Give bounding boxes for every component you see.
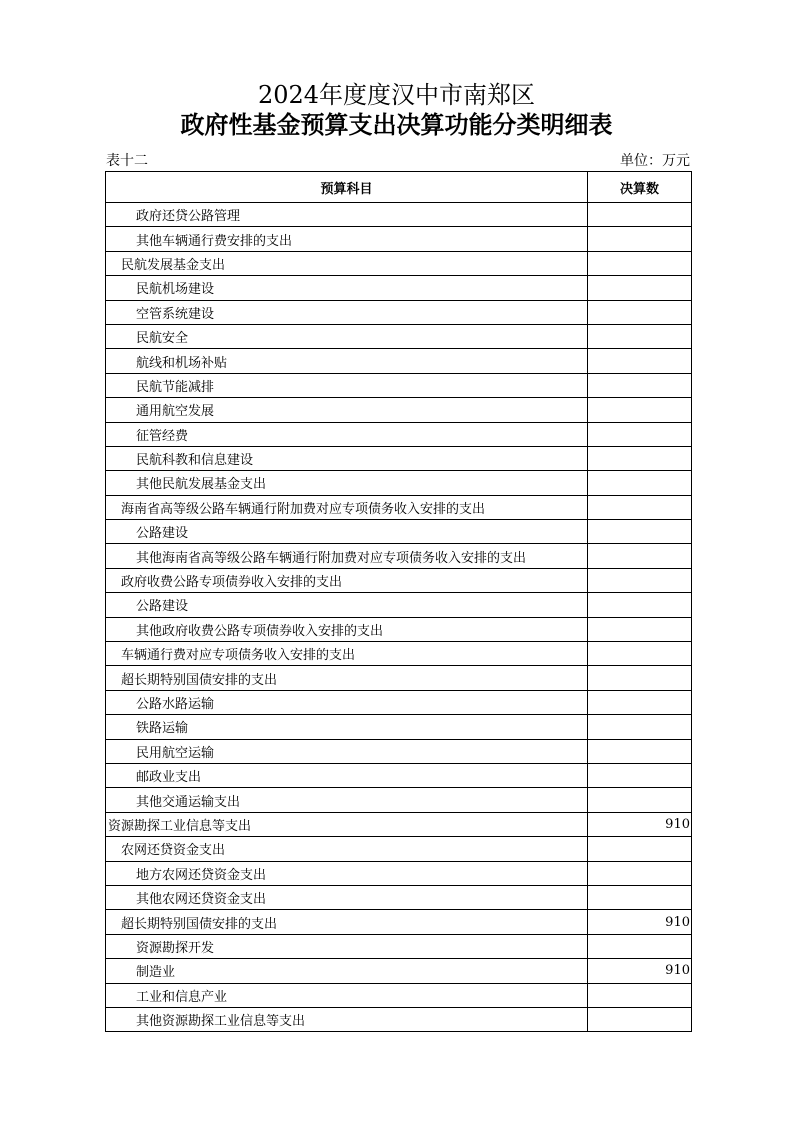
header-amount: 决算数 — [588, 172, 692, 203]
row-amount — [588, 276, 692, 300]
row-amount — [588, 837, 692, 861]
row-amount — [588, 251, 692, 275]
table-row — [106, 276, 692, 300]
row-subject: 公路建设 — [106, 520, 588, 544]
table-row — [106, 300, 692, 324]
table-row — [106, 715, 692, 739]
row-subject: 车辆通行费对应专项债务收入安排的支出 — [106, 642, 588, 666]
row-subject: 民用航空运输 — [106, 739, 588, 763]
row-amount — [588, 373, 692, 397]
row-subject: 工业和信息产业 — [106, 983, 588, 1007]
row-amount — [588, 715, 692, 739]
row-amount — [588, 422, 692, 446]
row-amount — [588, 690, 692, 714]
row-subject: 其他车辆通行费安排的支出 — [106, 227, 588, 251]
header-subject: 预算科目 — [106, 172, 588, 203]
row-subject: 农网还贷资金支出 — [106, 837, 588, 861]
row-amount — [588, 642, 692, 666]
table-row — [106, 520, 692, 544]
row-amount — [588, 227, 692, 251]
row-subject: 航线和机场补贴 — [106, 349, 588, 373]
table-row — [106, 227, 692, 251]
row-amount — [588, 300, 692, 324]
row-amount — [588, 1007, 692, 1031]
row-amount — [588, 520, 692, 544]
row-amount — [588, 983, 692, 1007]
row-subject: 民航科教和信息建设 — [106, 446, 588, 470]
table-row — [106, 690, 692, 714]
row-amount — [588, 885, 692, 909]
table-row — [106, 422, 692, 446]
row-amount — [588, 544, 692, 568]
row-amount — [588, 593, 692, 617]
row-subject: 其他民航发展基金支出 — [106, 471, 588, 495]
table-row — [106, 495, 692, 519]
table-row — [106, 398, 692, 422]
row-subject: 资源勘探工业信息等支出 — [106, 812, 588, 836]
table-row — [106, 203, 692, 227]
row-subject: 政府还贷公路管理 — [106, 203, 588, 227]
table-row — [106, 885, 692, 909]
row-amount — [588, 617, 692, 641]
table-row — [106, 934, 692, 958]
row-subject: 公路水路运输 — [106, 690, 588, 714]
table-body — [106, 203, 692, 1032]
table-row — [106, 593, 692, 617]
row-amount: 910 — [588, 812, 692, 836]
table-row — [106, 983, 692, 1007]
unit-label: 单位：万元 — [620, 153, 690, 169]
row-subject: 其他政府收费公路专项债券收入安排的支出 — [106, 617, 588, 641]
row-amount: 910 — [588, 910, 692, 934]
row-subject: 民航机场建设 — [106, 276, 588, 300]
budget-table — [105, 171, 692, 1032]
row-subject: 民航节能减排 — [106, 373, 588, 397]
table-row — [106, 1007, 692, 1031]
row-subject: 海南省高等级公路车辆通行附加费对应专项债务收入安排的支出 — [106, 495, 588, 519]
row-amount — [588, 471, 692, 495]
table-row — [106, 617, 692, 641]
table-row — [106, 324, 692, 348]
title-line-2: 政府性基金预算支出决算功能分类明细表 — [180, 110, 613, 139]
table-row — [106, 861, 692, 885]
row-amount — [588, 666, 692, 690]
row-subject: 铁路运输 — [106, 715, 588, 739]
table-row — [106, 739, 692, 763]
row-subject: 其他资源勘探工业信息等支出 — [106, 1007, 588, 1031]
row-subject: 征管经费 — [106, 422, 588, 446]
row-subject: 空管系统建设 — [106, 300, 588, 324]
row-amount — [588, 861, 692, 885]
table-row — [106, 642, 692, 666]
row-amount — [588, 349, 692, 373]
row-subject: 民航安全 — [106, 324, 588, 348]
header-row — [106, 172, 692, 203]
table-row — [106, 812, 692, 836]
table-row — [106, 251, 692, 275]
row-subject: 资源勘探开发 — [106, 934, 588, 958]
title-line-1: 2024年度度汉中市南郑区 — [257, 81, 536, 109]
row-amount — [588, 788, 692, 812]
row-subject: 超长期特别国债安排的支出 — [106, 910, 588, 934]
row-subject: 其他交通运输支出 — [106, 788, 588, 812]
row-amount — [588, 203, 692, 227]
table-row — [106, 837, 692, 861]
row-amount — [588, 739, 692, 763]
table-row — [106, 349, 692, 373]
row-subject: 地方农网还贷资金支出 — [106, 861, 588, 885]
table-number: 表十二 — [106, 153, 148, 169]
table-row — [106, 446, 692, 470]
table-row — [106, 568, 692, 592]
row-subject: 民航发展基金支出 — [106, 251, 588, 275]
row-amount: 910 — [588, 959, 692, 983]
row-amount — [588, 934, 692, 958]
row-subject: 政府收费公路专项债券收入安排的支出 — [106, 568, 588, 592]
row-amount — [588, 763, 692, 787]
row-amount — [588, 398, 692, 422]
row-amount — [588, 568, 692, 592]
table-row — [106, 544, 692, 568]
table-row — [106, 910, 692, 934]
row-subject: 邮政业支出 — [106, 763, 588, 787]
table-row — [106, 959, 692, 983]
row-subject: 超长期特别国债安排的支出 — [106, 666, 588, 690]
row-subject: 制造业 — [106, 959, 588, 983]
row-amount — [588, 495, 692, 519]
table-row — [106, 471, 692, 495]
table-row — [106, 763, 692, 787]
row-subject: 其他农网还贷资金支出 — [106, 885, 588, 909]
row-subject: 通用航空发展 — [106, 398, 588, 422]
row-subject: 公路建设 — [106, 593, 588, 617]
table-row — [106, 666, 692, 690]
table-row — [106, 373, 692, 397]
table-row — [106, 788, 692, 812]
row-subject: 其他海南省高等级公路车辆通行附加费对应专项债务收入安排的支出 — [106, 544, 588, 568]
row-amount — [588, 324, 692, 348]
row-amount — [588, 446, 692, 470]
